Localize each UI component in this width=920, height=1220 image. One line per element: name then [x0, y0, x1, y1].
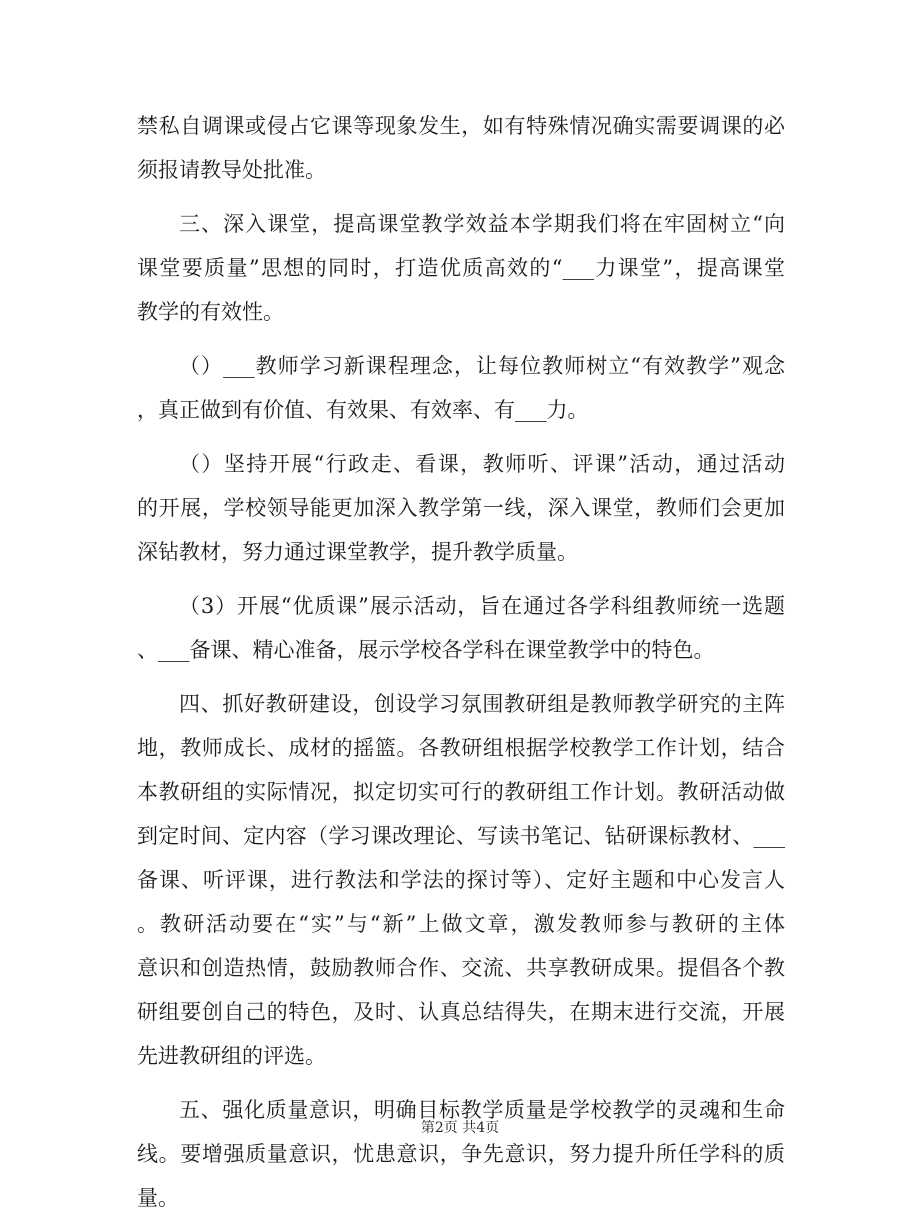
text-line: 先进教研组的评选。	[137, 1044, 326, 1068]
text-line: 量。	[137, 1186, 179, 1210]
text-line: （3）开展“优质课”展示活动，旨在通过各学科组教师统一选题	[179, 594, 785, 618]
text-line: 备课、听评课，进行教法和学法的探讨等）、定好主题和中心发言人	[137, 868, 785, 892]
text-line: 、___备课、精心准备，展示学校各学科在课堂教学中的特色。	[137, 638, 715, 662]
text-line: 地，教师成长、成材的摇篮。各教研组根据学校教学工作计划，结合	[137, 736, 785, 760]
text-line: 课堂要质量”思想的同时，打造优质高效的“___力课堂”，提高课堂	[137, 256, 785, 280]
text-line: 须报请教导处批准。	[137, 158, 326, 182]
text-line: 四、抓好教研建设，创设学习氛围教研组是教师教学研究的主阵	[179, 692, 785, 716]
paragraph	[137, 682, 785, 1078]
paragraph	[137, 442, 785, 574]
text-line: （）坚持开展“行政走、看课，教师听、评课”活动，通过活动	[179, 452, 785, 476]
paragraph	[137, 104, 785, 192]
text-line: 禁私自调课或侵占它课等现象发生，如有特殊情况确实需要调课的必	[137, 114, 785, 138]
text-line: 三、深入课堂，提高课堂教学效益本学期我们将在牢固树立“向	[179, 212, 785, 236]
document-body	[137, 104, 785, 1220]
paragraph	[137, 584, 785, 672]
text-line: 深钻教材，努力通过课堂教学，提升教学质量。	[137, 540, 578, 564]
text-line: 的开展，学校领导能更加深入教学第一线，深入课堂，教师们会更加	[137, 496, 785, 520]
text-line: 五、强化质量意识，明确目标教学质量是学校教学的灵魂和生命	[179, 1098, 785, 1122]
text-line: 意识和创造热情，鼓励教师合作、交流、共享教研成果。提倡各个教	[137, 956, 785, 980]
text-line: 本教研组的实际情况，拟定切实可行的教研组工作计划。教研活动做	[137, 780, 785, 804]
text-line: （）___教师学习新课程理念，让每位教师树立“有效教学”观念	[179, 354, 785, 378]
paragraph	[137, 1088, 785, 1220]
text-line: ，真正做到有价值、有效果、有效率、有___力。	[137, 398, 589, 422]
text-line: 研组要创自己的特色，及时、认真总结得失，在期末进行交流，开展	[137, 1000, 785, 1024]
text-line: 到定时间、定内容（学习课改理论、写读书笔记、钻研课标教材、___	[137, 824, 785, 848]
text-line: 。教研活动要在“实”与“新”上做文章，激发教师参与教研的主体	[137, 912, 785, 936]
paragraph	[137, 202, 785, 334]
text-line: 教学的有效性。	[137, 300, 284, 324]
paragraph	[137, 344, 785, 432]
text-line: 线。要增强质量意识，忧患意识，争先意识，努力提升所任学科的质	[137, 1142, 785, 1166]
page-number: 第2页 共4页	[420, 1120, 500, 1136]
